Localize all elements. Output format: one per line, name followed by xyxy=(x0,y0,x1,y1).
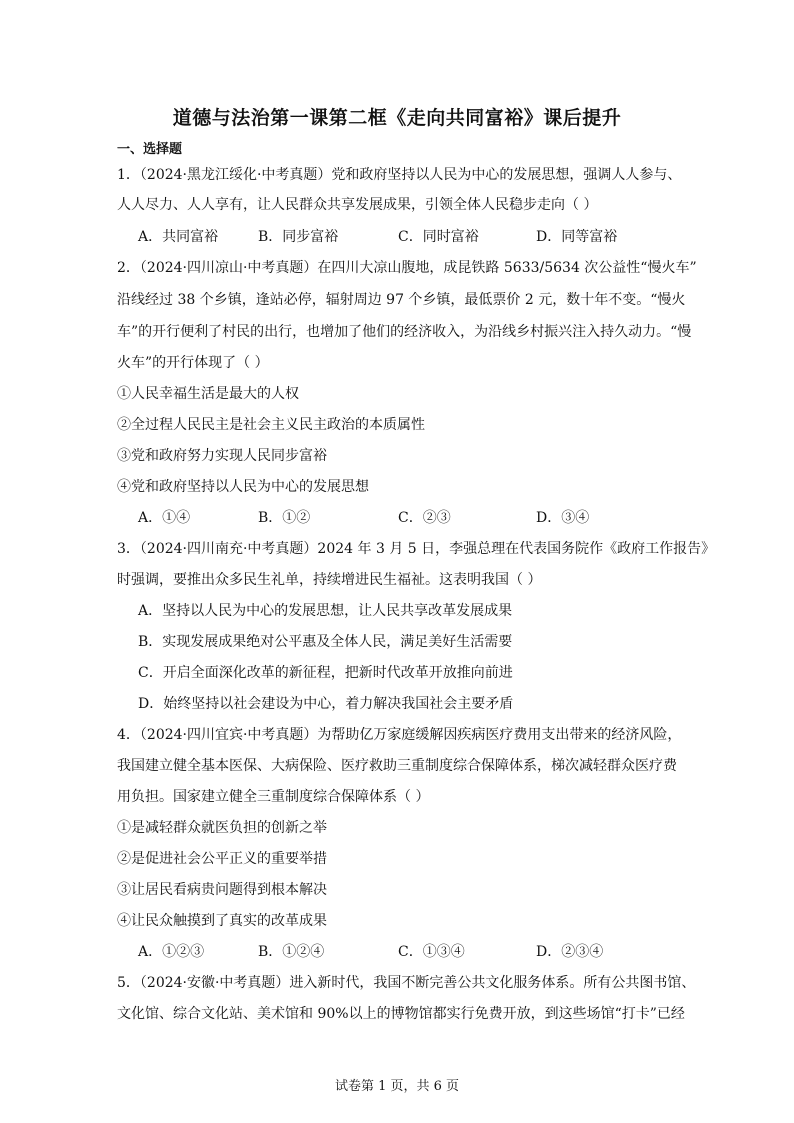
question-3-option-c: C．开启全面深化改革的新征程，把新时代改革开放推向前进 xyxy=(138,665,513,681)
question-2-option-d: D．③④ xyxy=(536,510,590,526)
question-4-statement-4: ④让民众触摸到了真实的改革成果 xyxy=(117,913,327,929)
question-2-line-3: 车”的开行便利了村民的出行，也增加了他们的经济收入，为沿线乡村振兴注入持久动力。“慢 xyxy=(117,324,692,340)
question-4-line-1: 4．（2024·四川宜宾·中考真题）为帮助亿万家庭缓解因疾病医疗费用支出带来的经济风险， xyxy=(117,727,682,743)
question-4-option-c: C．①③④ xyxy=(398,944,465,960)
question-4-statement-1: ①是减轻群众就医负担的创新之举 xyxy=(117,820,327,836)
question-2-line-2: 沿线经过 38 个乡镇，逢站必停，辐射周边 97 个乡镇，最低票价 2 元，数十年不变。“慢火 xyxy=(117,292,686,308)
question-2-statement-3: ③党和政府努力实现人民同步富裕 xyxy=(117,448,327,464)
question-2-option-b: B．①② xyxy=(258,510,311,526)
question-4-line-2: 我国建立健全基本医保、大病保险、医疗救助三重制度综合保障体系，梯次减轻群众医疗费 xyxy=(117,758,677,774)
question-4-option-a: A．①②③ xyxy=(138,944,205,960)
question-3-option-b: B．实现发展成果绝对公平惠及全体人民，满足美好生活需要 xyxy=(138,634,513,650)
question-4-option-d: D．②③④ xyxy=(536,944,604,960)
question-1-option-b: B．同步富裕 xyxy=(258,229,339,245)
question-2-option-a: A．①④ xyxy=(138,510,191,526)
question-2-statement-2: ②全过程人民民主是社会主义民主政治的本质属性 xyxy=(117,417,425,433)
page-footer: 试卷第 1 页，共 6 页 xyxy=(334,1079,460,1094)
question-3-option-a: A．坚持以人民为中心的发展思想，让人民共享改革发展成果 xyxy=(138,603,513,619)
question-4-line-3: 用负担。国家建立健全三重制度综合保障体系（ ） xyxy=(117,789,430,805)
question-2-statement-1: ①人民幸福生活是最大的人权 xyxy=(117,386,299,402)
question-2-line-1: 2．（2024·四川凉山·中考真题）在四川大凉山腹地，成昆铁路 5633/5634 次公益性“慢火车” xyxy=(117,260,697,276)
question-3-line-2: 时强调，要推出众多民生礼单，持续增进民生福祉。这表明我国（ ） xyxy=(117,572,542,588)
question-4-statement-3: ③让居民看病贵问题得到根本解决 xyxy=(117,882,327,898)
question-1-option-a: A．共同富裕 xyxy=(138,229,219,245)
question-5-line-1: 5．（2024·安徽·中考真题）进入新时代，我国不断完善公共文化服务体系。所有公共图书馆、 xyxy=(117,975,696,991)
question-2-option-c: C．②③ xyxy=(398,510,451,526)
question-5-line-2: 文化馆、综合文化站、美术馆和 90%以上的博物馆都实行免费开放，到这些场馆“打卡”已经 xyxy=(117,1006,685,1022)
page-title: 道德与法治第一课第二框《走向共同富裕》课后提升 xyxy=(172,107,622,129)
question-3-line-1: 3．（2024·四川南充·中考真题）2024 年 3 月 5 日，李强总理在代表国务院作《政府工作报告》 xyxy=(117,541,716,557)
question-2-line-4: 火车”的开行体现了（ ） xyxy=(117,355,269,371)
question-1-option-c: C．同时富裕 xyxy=(398,229,479,245)
question-4-option-b: B．①②④ xyxy=(258,944,325,960)
question-4-statement-2: ②是促进社会公平正义的重要举措 xyxy=(117,851,327,867)
section-heading: 一、选择题 xyxy=(117,142,183,157)
question-1-line-1: 1．（2024·黑龙江绥化·中考真题）党和政府坚持以人民为中心的发展思想，强调人人参与、 xyxy=(117,167,682,183)
question-1-line-2: 人人尽力、人人享有，让人民群众共享发展成果，引领全体人民稳步走向（ ） xyxy=(117,197,598,213)
question-3-option-d: D．始终坚持以社会建设为中心，着力解决我国社会主要矛盾 xyxy=(138,696,514,712)
question-2-statement-4: ④党和政府坚持以人民为中心的发展思想 xyxy=(117,479,369,495)
question-1-option-d: D．同等富裕 xyxy=(536,229,618,245)
